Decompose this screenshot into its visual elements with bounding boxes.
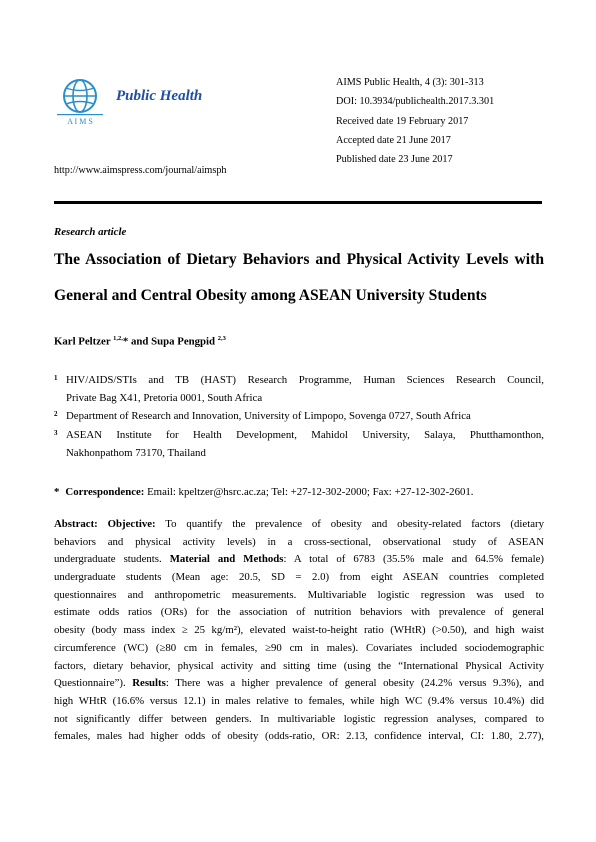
- author-name: and Supa Pengpid: [128, 335, 218, 348]
- objective-heading: Objective:: [107, 518, 156, 530]
- abstract-line: females, males had higher odds of obesity (odds-ratio, OR: 2.13, confidence interval, CI: 1.80, 2.77),: [54, 730, 544, 743]
- affiliation-text: Department of Research and Innovation, University of Limpopo, Sovenga 0727, South Africa: [66, 410, 471, 423]
- abstract-text: : A total of 6783 (35.5% male and 64.5% female): [283, 553, 544, 566]
- abstract-text: Questionnaire”).: [54, 677, 133, 690]
- abstract-text: : There was a higher prevalence of general obesity (24.2% versus 9.3%), and: [165, 677, 544, 690]
- abstract-line: obesity (body mass index ≥ 25 kg/m²), elevated waist-to-height ratio (WHtR) (>0.50), and high waist: [54, 624, 544, 637]
- affiliations: [54, 371, 544, 462]
- aims-logo: [55, 76, 105, 126]
- abstract-text: To quantify the prevalence of obesity and obesity-related factors (dietary: [155, 518, 544, 530]
- logo-text: A I M S: [67, 117, 93, 126]
- results-heading: Results: [132, 677, 166, 690]
- abstract: [54, 516, 544, 746]
- affiliation-text: Private Bag X41, Pretoria 0001, South Africa: [66, 392, 263, 405]
- affiliation-number: 1: [54, 374, 58, 382]
- author-name: Karl Peltzer: [54, 335, 114, 348]
- abstract-heading: Abstract:: [54, 518, 98, 530]
- abstract-line: estimate odds ratios (ORs) for the association of nutrition behaviors with prevalence of general: [54, 606, 544, 619]
- abstract-line: questionnaires and anthropometric measurements. Multivariable logistic regression was used to: [54, 588, 544, 601]
- affiliation-text: Nakhonpathom 73170, Thailand: [66, 446, 206, 459]
- correspondence: [54, 486, 473, 498]
- published-date: Published date 23 June 2017: [336, 154, 453, 166]
- abstract-line: circumference (WC) (≥80 cm in females, ≥90 cm in males). Covariates included sociodemographic: [54, 641, 544, 654]
- abstract-line: [54, 675, 544, 693]
- affiliation-number: 2: [54, 410, 58, 419]
- abstract-line: behaviors and physical activity levels) in a cross-sectional, observational study of ASEAN: [54, 535, 544, 548]
- journal-url[interactable]: http://www.aimspress.com/journal/aimsph: [54, 165, 227, 176]
- author-list: [54, 335, 226, 348]
- header-divider: [54, 201, 542, 204]
- abstract-line: undergraduate students (Mean age: 20.5, SD = 2.0) from eight ASEAN countries completed: [54, 571, 544, 584]
- affiliation-text: HIV/AIDS/STIs and TB (HAST) Research Programme, Human Sciences Research Council,: [66, 374, 544, 386]
- abstract-line: [54, 551, 544, 569]
- correspondence-star: *: [54, 486, 60, 498]
- globe-icon: [55, 76, 105, 126]
- author-affiliation-sup: 2,3: [217, 335, 226, 342]
- author-affiliation-sup: 1,2,: [113, 335, 123, 342]
- abstract-text: [98, 518, 108, 530]
- article-title-line-1: The Association of Dietary Behaviors and Physical Activity Levels with: [54, 251, 544, 268]
- abstract-text: undergraduate students.: [54, 553, 170, 566]
- abstract-line: high WHtR (16.6% versus 12.1) in males relative to females, while high WC (9.4% versus 10.4%) did: [54, 694, 544, 707]
- article-title-line-2: General and Central Obesity among ASEAN University Students: [54, 287, 487, 304]
- correspondence-details: Email: kpeltzer@hsrc.ac.za; Tel: +27-12-302-2000; Fax: +27-12-302-2601.: [144, 486, 474, 498]
- methods-heading: Material and Methods: [169, 553, 284, 566]
- abstract-line: not significantly differ between genders. In multivariable logistic regression analyses, compared to: [54, 712, 544, 725]
- affiliation-item: [54, 371, 544, 407]
- article-type: Research article: [54, 226, 127, 238]
- affiliation-item: [54, 426, 544, 462]
- accepted-date: Accepted date 21 June 2017: [336, 134, 451, 146]
- correspondence-label: Correspondence:: [65, 486, 145, 498]
- journal-brand: Public Health: [116, 88, 203, 104]
- affiliation-text: ASEAN Institute for Health Development, Mahidol University, Salaya, Phutthamonthon,: [66, 428, 544, 441]
- affiliation-number: 3: [54, 428, 58, 437]
- journal-citation: AIMS Public Health, 4 (3): 301-313: [336, 77, 484, 88]
- affiliation-item: [54, 407, 544, 425]
- article-metadata: [336, 73, 494, 169]
- abstract-line: factors, dietary behavior, physical activity and sitting time (using the “International Physical Activity: [54, 659, 544, 672]
- doi: DOI: 10.3934/publichealth.2017.3.301: [336, 96, 495, 108]
- received-date: Received date 19 February 2017: [336, 115, 469, 127]
- corresponding-mark: *: [122, 335, 129, 348]
- abstract-line: [54, 516, 544, 534]
